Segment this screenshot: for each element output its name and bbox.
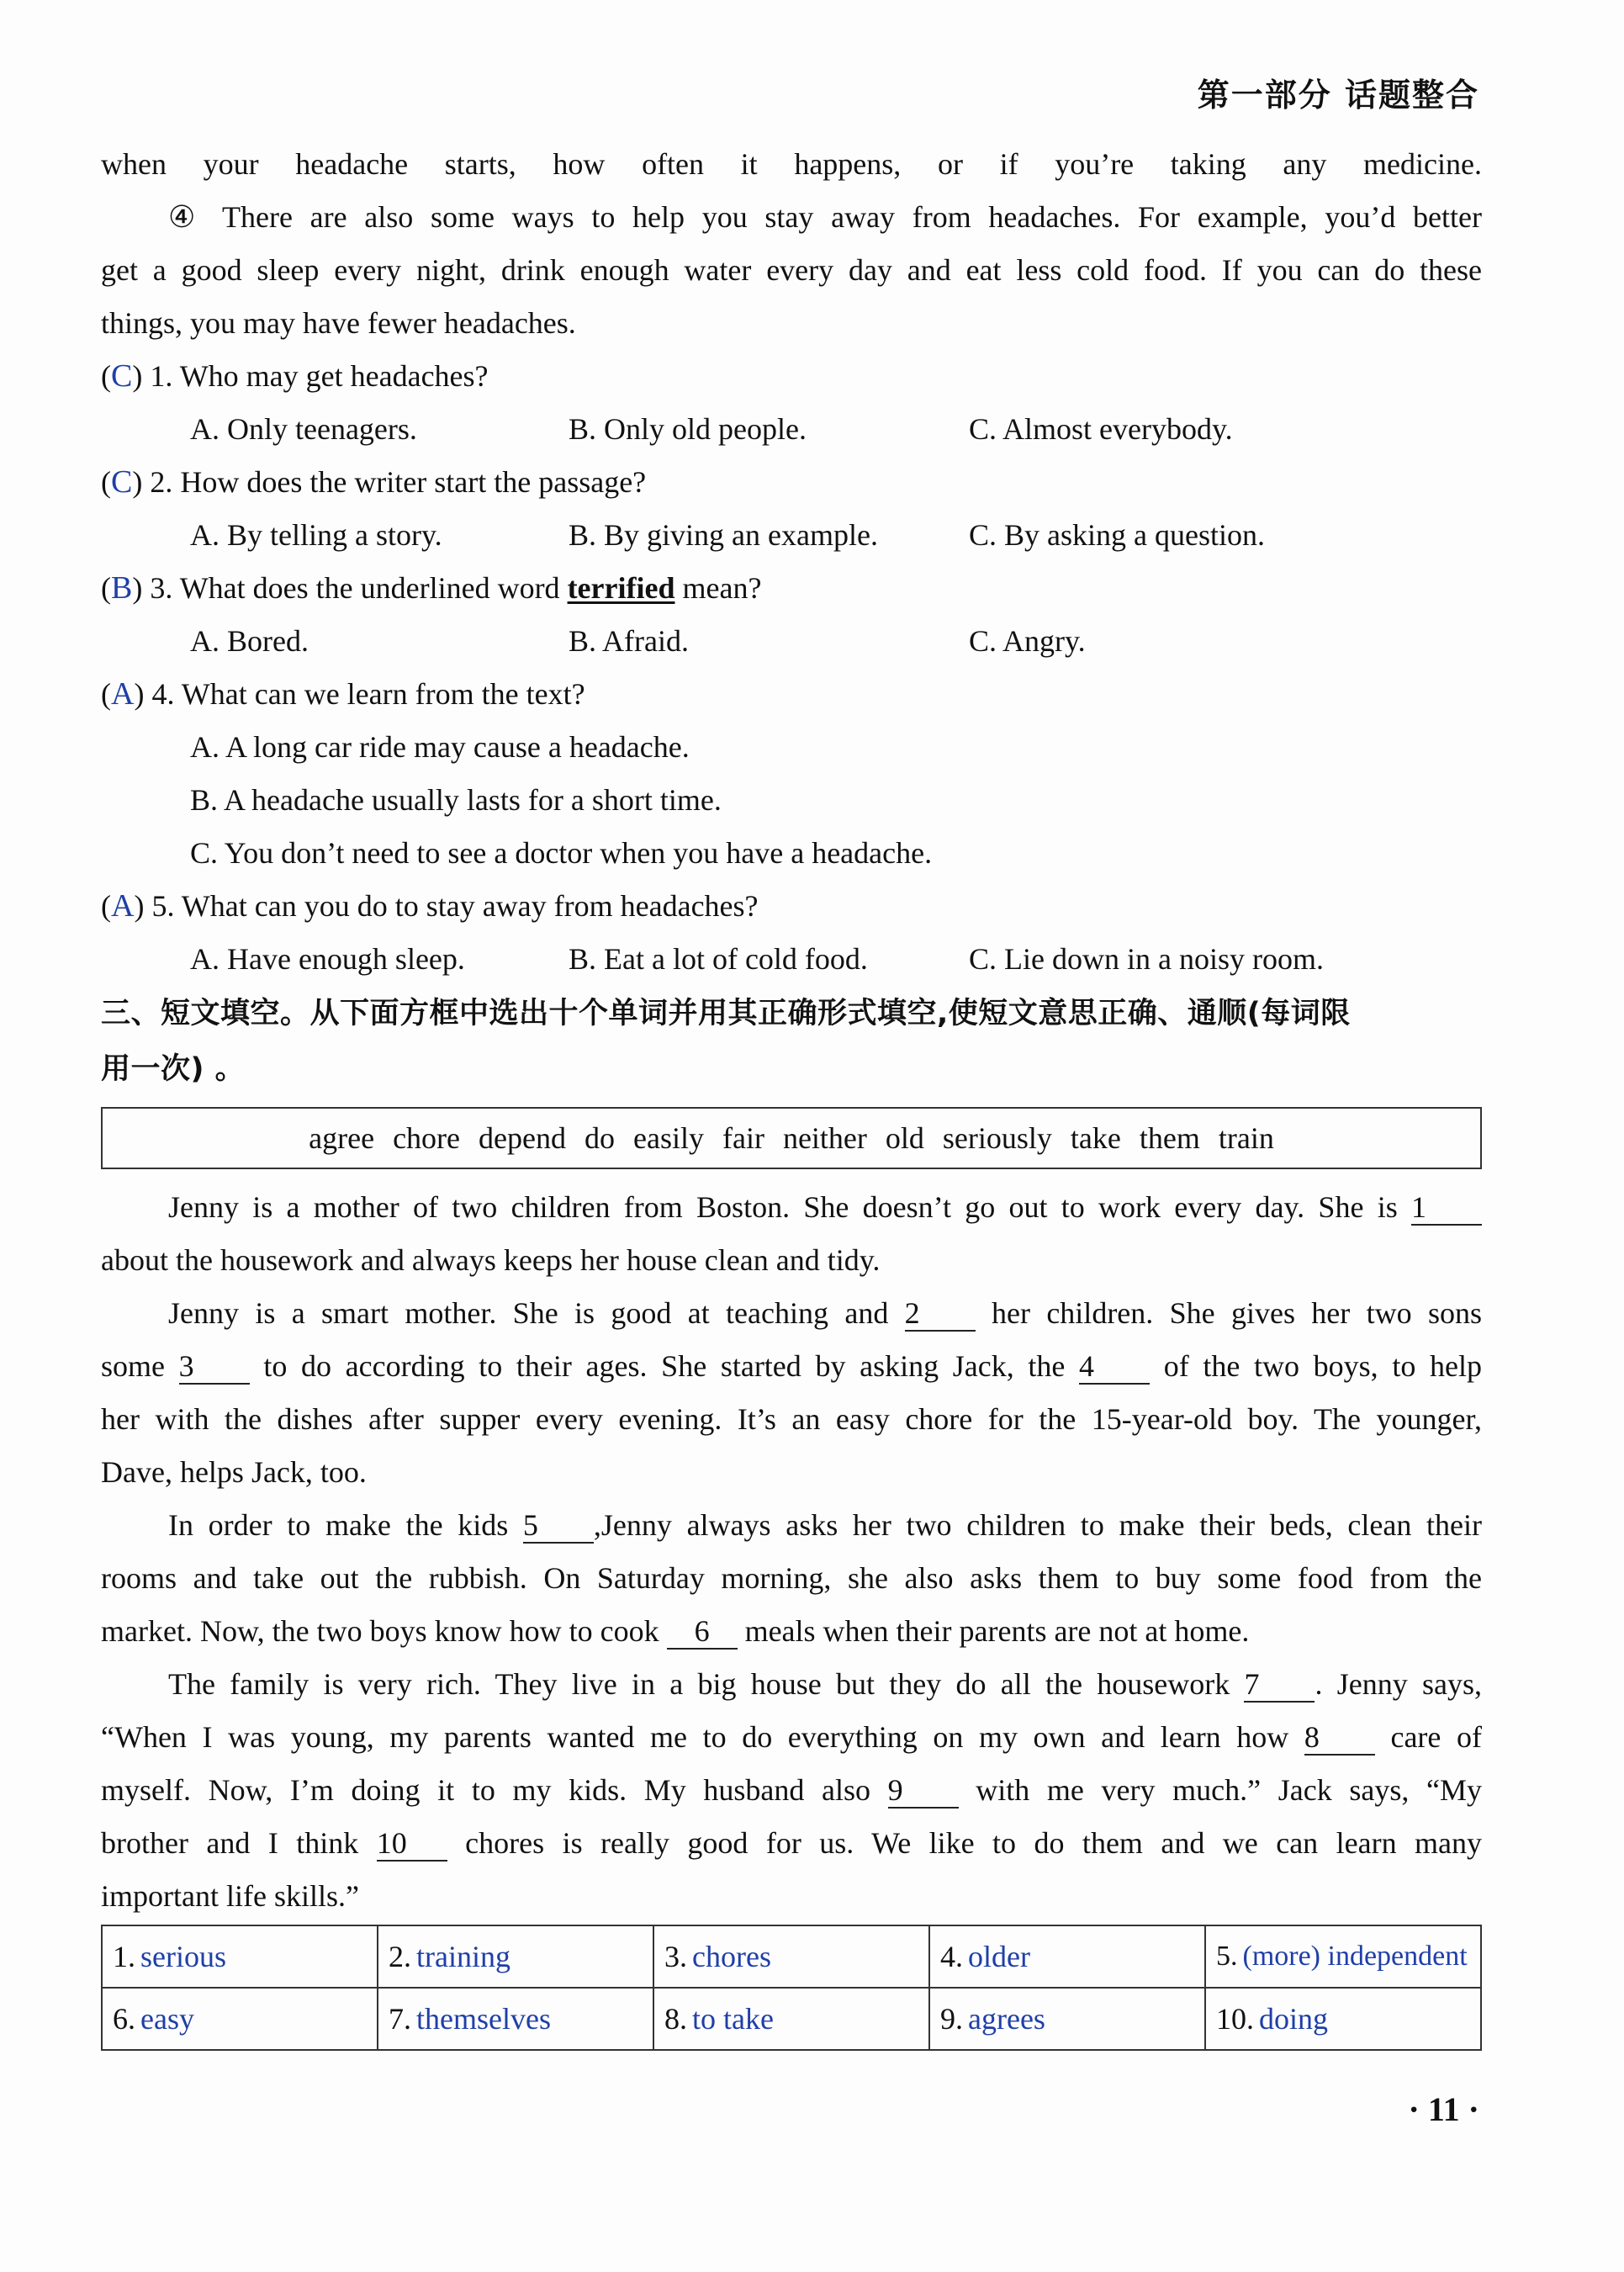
cloze-line: rooms and take out the rubbish. On Saturday morning, she also asks them to buy some food from the [101,1561,1482,1595]
option-c: C. Angry. [969,624,1086,658]
table-cell [102,1988,378,2050]
table-cell [378,1988,653,2050]
underlined-word: terrified [567,571,675,605]
cloze-text: market. Now, the two boys know how to cook [101,1614,667,1648]
word-bank-item: seriously [942,1121,1052,1155]
question-stem: ) 1. Who may get headaches? [132,359,489,393]
table-cell [378,1925,653,1988]
answer-number: 3. [664,1940,687,1973]
table-cell [929,1988,1205,2050]
answer-number: 1. [113,1940,135,1973]
cloze-line [101,1340,1482,1393]
cloze-text: myself. Now, I’m doing it to my kids. My husband also [101,1773,888,1807]
cloze-text: ,Jenny always asks her two children to make their beds, clean their [593,1508,1482,1542]
word-bank-item: do [585,1121,615,1155]
question-1-options [101,403,1482,456]
option-a: A. Bored. [190,624,309,658]
passage-tail [101,138,1482,1923]
option-b: B. Eat a lot of cold food. [569,942,868,976]
option-b: B. A headache usually lasts for a short time. [190,783,722,817]
cloze-text: In order to make the kids [168,1508,523,1542]
word-bank-item: take [1070,1121,1121,1155]
question-5-options [101,933,1482,986]
cloze-text: Jenny is a smart mother. She is good at teaching and [168,1296,905,1330]
passage-line: ④ There are also some ways to help you stay away from headaches. For example, you’d better [168,200,1482,234]
answer-value: chores [692,1940,771,1973]
option-c: C. Almost everybody. [969,412,1233,446]
cloze-line [101,1764,1482,1817]
table-row [102,1988,1481,2050]
cloze-line [101,1658,1482,1711]
blank-3: 3 [179,1349,250,1385]
table-cell [929,1925,1205,1988]
blank-7: 7 [1244,1667,1315,1703]
answer-value: serious [140,1940,226,1973]
table-cell [1205,1925,1481,1988]
blank-8: 8 [1304,1720,1375,1756]
cloze-line [101,1499,1482,1552]
option-b: B. By giving an example. [569,518,878,552]
blank-2: 2 [905,1296,976,1332]
cloze-text: of the two boys, to help [1150,1349,1482,1383]
word-bank-item: fair [722,1121,764,1155]
passage-line: things, you may have fewer headaches. [101,306,576,340]
answer-mark: A [111,676,135,712]
answer-value: to take [692,2002,774,2036]
cloze-text: care of [1374,1720,1482,1754]
question-2-options [101,509,1482,562]
question-stem: ) 5. What can you do to stay away from headaches? [134,889,759,923]
cloze-text: . Jenny says, [1315,1667,1482,1701]
word-bank-item: easily [633,1121,704,1155]
section-title: 三、短文填空。从下面方框中选出十个单词并用其正确形式填空,使短文意思正确、通顺(每词限 [101,997,1351,1030]
option-a: A. A long car ride may cause a headache. [190,730,690,764]
word-bank-item: chore [393,1121,461,1155]
cloze-text: The family is very rich. They live in a big house but they do all the housework [168,1667,1245,1701]
answer-mark: C [111,358,133,394]
cloze-line: important life skills.” [101,1879,359,1913]
word-bank-item: neither [782,1121,867,1155]
answer-number: 4. [940,1940,963,1973]
cloze-text: her children. She gives her two sons [975,1296,1482,1330]
cloze-text: chores is really good for us. We like to do them and we can learn many [447,1826,1482,1860]
blank-4: 4 [1079,1349,1150,1385]
word-bank-item: depend [479,1121,566,1155]
cloze-text: “When I was young, my parents wanted me to do everything on my own and learn how [101,1720,1304,1754]
cloze-text: with me very much.” Jack says, “My [958,1773,1482,1807]
answer-table [101,1925,1482,2051]
question-4: (A) 4. What can we learn from the text? [101,676,585,712]
option-a: A. By telling a story. [190,518,442,552]
answer-number: 8. [664,2002,687,2036]
answer-value: older [968,1940,1030,1973]
blank-6: 6 [667,1614,738,1650]
blank-10: 10 [377,1826,447,1862]
page-number: · 11 · [1408,2090,1479,2128]
page-header: 第一部分 话题整合 [1197,77,1479,114]
word-bank-item: agree [309,1121,375,1155]
word-bank [101,1107,1482,1169]
cloze-text: brother and I think [101,1826,377,1860]
blank-1: 1 [1411,1190,1482,1226]
cloze-line [101,1711,1482,1764]
cloze-line: her with the dishes after supper every evening. It’s an easy chore for the 15-year-old boy. The younger, [101,1402,1482,1436]
question-1: (C) 1. Who may get headaches? [101,358,489,394]
cloze-line: Dave, helps Jack, too. [101,1455,367,1489]
answer-value: agrees [968,2002,1045,2036]
answer-value: (more) independent [1242,1941,1468,1972]
blank-5: 5 [523,1508,594,1544]
question-3: (B) 3. What does the underlined word terrified mean? [101,570,762,606]
cloze-text: to do according to their ages. She started by asking Jack, the [249,1349,1080,1383]
option-c: C. By asking a question. [969,518,1265,552]
passage-line: when your headache starts, how often it happens, or if you’re taking any medicine. [101,147,1482,181]
word-bank-item: train [1218,1121,1274,1155]
table-row [102,1925,1481,1988]
table-cell [653,1988,929,2050]
section-title-cont: 用一次) 。 [101,1052,246,1086]
answer-mark: C [111,464,133,500]
question-3-options [101,615,1482,668]
passage-line: get a good sleep every night, drink enough water every day and eat less cold food. If you can do these [101,253,1482,287]
table-cell [653,1925,929,1988]
table-cell [1205,1988,1481,2050]
question-2: (C) 2. How does the writer start the passage? [101,464,647,500]
cloze-text: meals when their parents are not at home. [737,1614,1250,1648]
word-bank-item: them [1139,1121,1200,1155]
question-stem-end: mean? [674,571,762,605]
answer-value: themselves [416,2002,551,2036]
question-stem: ) 2. How does the writer start the passage? [132,465,647,499]
cloze-line [101,1605,1482,1658]
option-c: C. Lie down in a noisy room. [969,942,1324,976]
option-a: A. Only teenagers. [190,412,417,446]
answer-number: 10. [1216,2002,1254,2036]
answer-number: 5. [1216,1941,1238,1972]
cloze-line [101,1287,1482,1340]
cloze-text: some [101,1349,179,1383]
cloze-line [101,1181,1482,1234]
cloze-line [101,1817,1482,1870]
answer-number: 7. [389,2002,411,2036]
cloze-text: Jenny is a mother of two children from Boston. She doesn’t go out to work every day. She is [168,1190,1411,1224]
answer-value: doing [1259,2002,1329,2036]
question-stem: ) 4. What can we learn from the text? [134,677,585,711]
answer-value: training [416,1940,510,1973]
answer-number: 2. [389,1940,411,1973]
cloze-line: about the housework and always keeps her house clean and tidy. [101,1243,881,1277]
answer-mark: B [111,570,133,606]
answer-mark: A [111,888,135,924]
answer-value: easy [140,2002,194,2036]
blank-9: 9 [888,1773,959,1809]
answer-number: 9. [940,2002,963,2036]
option-b: B. Only old people. [569,412,807,446]
option-b: B. Afraid. [569,624,689,658]
answer-number: 6. [113,2002,135,2036]
question-5: (A) 5. What can you do to stay away from headaches? [101,888,759,924]
table-cell [102,1925,378,1988]
question-stem: ) 3. What does the underlined word [132,571,568,605]
word-bank-item: old [885,1121,924,1155]
option-c: C. You don’t need to see a doctor when you have a headache. [190,836,933,870]
option-a: A. Have enough sleep. [190,942,465,976]
